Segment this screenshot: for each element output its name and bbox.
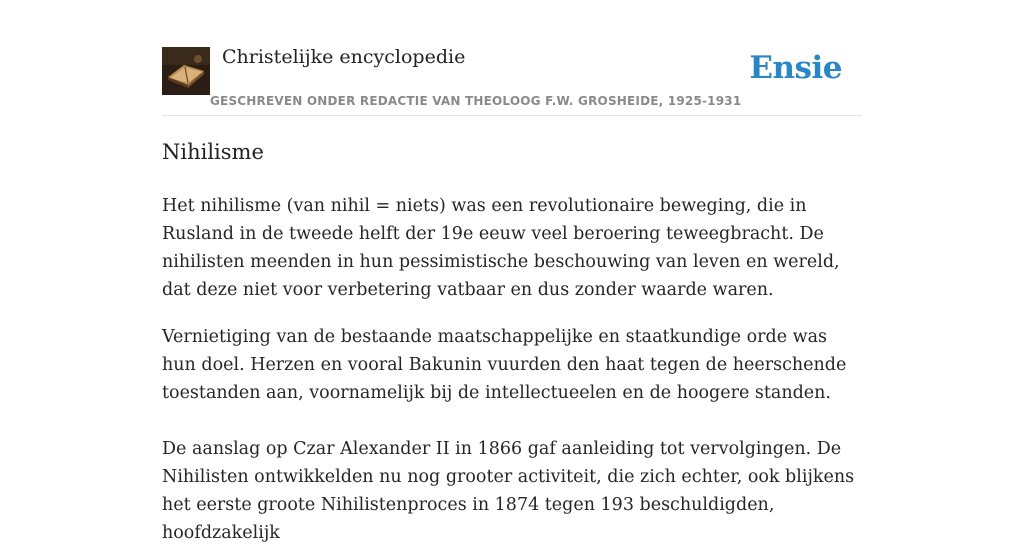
book-image-icon[interactable] — [162, 47, 210, 95]
site-subtitle: GESCHREVEN ONDER REDACTIE VAN THEOLOOG F.W. GROSHEIDE, 1925-1931 — [210, 94, 742, 108]
article-paragraph: Het nihilisme (van nihil = niets) was een revolutionaire beweging, die in Rusland in de tweede helft der 19e eeuw veel beroering teweegbracht. De nihilisten meenden in hun pessimistische beschouwing van leven en wereld, dat deze niet voor verbetering vatbaar en dus zonder waarde waren. — [162, 196, 840, 300]
site-title[interactable]: Christelijke encyclopedie — [222, 46, 466, 68]
article-body — [162, 192, 862, 547]
page — [162, 0, 862, 543]
article-paragraph: Vernietiging van de bestaande maatschappelijke en staatkundige orde was hun doel. Herzen en vooral Bakunin vuurden den haat tegen de heerschende toestanden aan, voornamelijk bij de intellectueelen en de hoogere standen. — [162, 327, 847, 403]
site-header — [162, 0, 862, 116]
article-paragraph: De aanslag op Czar Alexander II in 1866 gaf aanleiding tot vervolgingen. De Nihilisten ontwikkelden nu nog grooter activiteit, die zich echter, ook blijkens het eerste groote Nihilistenproces in 1874 tegen 193 beschuldigden, hoofdzakelijk — [162, 439, 855, 543]
article-title: Nihilisme — [162, 140, 264, 164]
brand-logo-link[interactable]: Ensie — [749, 50, 842, 86]
